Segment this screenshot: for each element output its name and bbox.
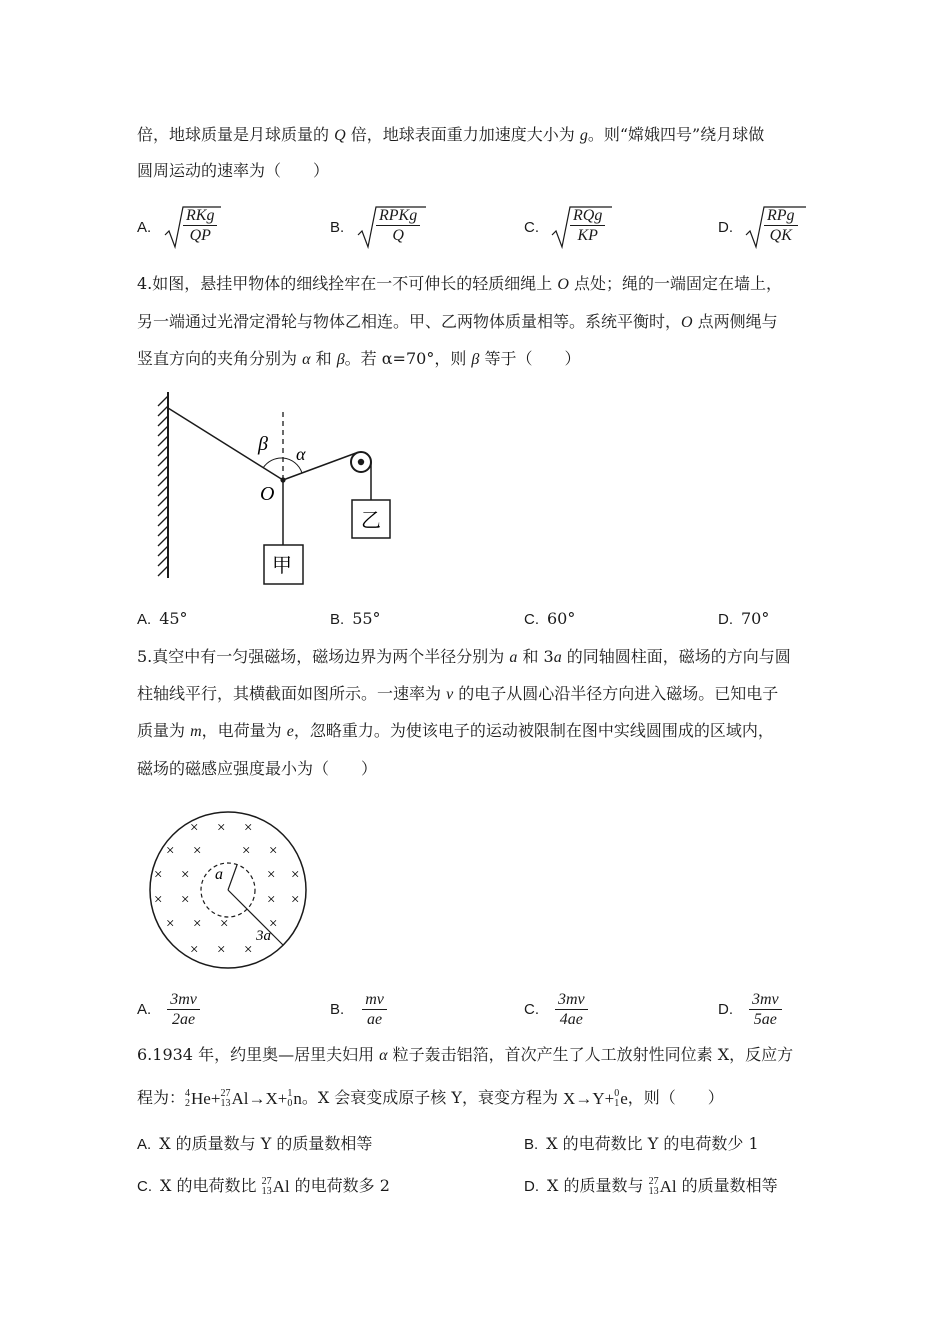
- q6-option-d[interactable]: [524, 1176, 778, 1197]
- frac-numerator: 3mv: [167, 990, 200, 1010]
- frac-denominator: ae: [366, 1011, 383, 1028]
- q6-var-alpha: α: [379, 1047, 388, 1064]
- field-mark: ×: [217, 942, 226, 958]
- field-mark: ×: [244, 820, 253, 836]
- frac-numerator: 3mv: [555, 990, 588, 1010]
- option-text: 45°: [159, 609, 188, 628]
- q5-var-a: a: [509, 649, 518, 666]
- inner-radius-line: [228, 865, 237, 890]
- fraction: [749, 990, 782, 1029]
- fraction: [362, 990, 387, 1029]
- q6-stem-line-2: [137, 1088, 724, 1109]
- q4-var-beta: β: [336, 351, 345, 368]
- option-text: X 的质量数与: [547, 1176, 649, 1195]
- field-mark: ×: [220, 916, 229, 932]
- option-label: C.: [137, 1178, 152, 1195]
- q5-var-a: a: [553, 649, 562, 666]
- q6-text: 6.1934 年，约里奥—居里夫妇用: [137, 1045, 380, 1064]
- option-text: 60°: [547, 609, 576, 628]
- q3-text: 倍，地球表面重力加速度大小为: [345, 125, 580, 144]
- plus: +: [277, 1088, 288, 1108]
- q5-text: 质量为: [137, 721, 191, 740]
- q5-stem-line-2: [137, 684, 778, 705]
- q5-text: 和 3: [517, 647, 554, 666]
- decay-x: [563, 1089, 575, 1109]
- q4-text: 点处；绳的一端固定在墙上，: [568, 274, 783, 293]
- mass-number: 0: [614, 1087, 620, 1099]
- frac-denominator: 4ae: [559, 1011, 583, 1028]
- field-mark: ×: [267, 867, 276, 883]
- q5-var-v: v: [446, 686, 454, 703]
- q4-var-O: O: [557, 276, 569, 293]
- field-mark: ×: [193, 843, 202, 859]
- option-label: A.: [137, 611, 152, 628]
- q4-stem-line-2: [137, 312, 778, 333]
- field-mark: ×: [217, 820, 226, 836]
- option-label: D.: [524, 1178, 539, 1195]
- field-mark: ×: [181, 867, 190, 883]
- option-text: X 的电荷数比: [160, 1176, 262, 1195]
- q4-rope-pulley-figure: [150, 388, 410, 588]
- mass-number: 27: [261, 1175, 272, 1187]
- q4-var-O: O: [681, 314, 693, 331]
- frac-denominator: QP: [189, 227, 211, 244]
- option-label: D.: [718, 611, 733, 628]
- field-mark: ×: [269, 916, 278, 932]
- field-mark: ×: [242, 843, 251, 859]
- q5-text: 柱轴线平行，其横截面如图所示。一速率为: [137, 684, 447, 703]
- q5-stem-line-1: [137, 647, 791, 668]
- q5-option-c[interactable]: [524, 990, 588, 1029]
- option-label: B.: [330, 1001, 345, 1018]
- option-text: X 的电荷数比 Y 的电荷数少 1: [546, 1134, 759, 1153]
- plus: +: [210, 1088, 221, 1108]
- nuclide-neutron: [287, 1089, 302, 1109]
- field-mark: ×: [193, 916, 202, 932]
- option-label: D.: [718, 219, 733, 236]
- mass-number: 4: [185, 1087, 191, 1099]
- q6-option-a[interactable]: [137, 1134, 372, 1155]
- field-mark: ×: [166, 916, 175, 932]
- option-text: 的电荷数多 2: [289, 1176, 390, 1195]
- wall-hatching: [158, 396, 168, 576]
- q3-option-c[interactable]: [524, 205, 684, 253]
- beta-arc: [263, 458, 283, 468]
- frac-denominator: 5ae: [753, 1011, 777, 1028]
- mass-number: 27: [648, 1175, 659, 1187]
- plus-sign: [605, 1089, 615, 1109]
- q4-option-d[interactable]: [718, 609, 769, 630]
- plus: +: [604, 1088, 615, 1108]
- q5-stem-line-4: 磁场的磁感应强度最小为（ ）: [137, 759, 378, 778]
- q4-option-c[interactable]: [524, 609, 575, 630]
- element-symbol: e: [620, 1088, 628, 1108]
- field-mark: ×: [190, 820, 199, 836]
- q6-text: ，则（ ）: [627, 1088, 724, 1107]
- q5-text: ，忽略重力。为使该电子的运动被限制在图中实线圆围成的区域内，: [293, 721, 774, 740]
- q5-option-b[interactable]: [330, 990, 387, 1029]
- frac-numerator: mv: [362, 990, 387, 1010]
- option-text: X 的质量数与 Y 的质量数相等: [159, 1134, 373, 1153]
- q6-option-b[interactable]: [524, 1134, 759, 1155]
- option-label: A.: [137, 219, 152, 236]
- q4-text: 点两侧绳与: [692, 312, 778, 331]
- plus-sign: [278, 1089, 288, 1109]
- q6-stem-line-1: [137, 1045, 793, 1066]
- jia-label: 甲: [272, 555, 292, 577]
- pulley-axle: [358, 459, 364, 465]
- q5-text: 的同轴圆柱面，磁场的方向与圆: [561, 647, 791, 666]
- q4-text: 4.如图，悬挂甲物体的细线拴牢在一不可伸长的轻质细绳上: [137, 274, 558, 293]
- frac-numerator: RPKg: [376, 206, 420, 226]
- option-text: 55°: [352, 609, 381, 628]
- q3-option-b[interactable]: [330, 205, 490, 253]
- option-label: A.: [137, 1001, 152, 1018]
- q4-text: 等于（ ）: [479, 349, 581, 368]
- option-label: B.: [330, 219, 345, 236]
- field-mark: ×: [267, 892, 276, 908]
- reaction-arrow: [248, 1089, 265, 1109]
- yi-label: 乙: [361, 510, 381, 532]
- q5-var-e: e: [286, 723, 294, 740]
- nuclide-aluminium: [649, 1177, 677, 1197]
- field-mark: ×: [269, 843, 278, 859]
- q3-option-d[interactable]: [718, 205, 878, 253]
- option-text: 的质量数相等: [676, 1176, 778, 1195]
- q6-text: 程为：: [137, 1088, 186, 1107]
- q3-var-Q: Q: [334, 127, 346, 144]
- q6-text: 。X 会衰变成原子核 Y，衰变方程为: [301, 1088, 564, 1107]
- rope-to-pulley: [283, 453, 356, 480]
- option-label: B.: [524, 1136, 539, 1153]
- q4-text: 另一端通过光滑定滑轮与物体乙相连。甲、乙两物体质量相等。系统平衡时，: [137, 312, 682, 331]
- option-label: B.: [330, 611, 345, 628]
- q4-var-beta: β: [471, 351, 480, 368]
- product-x: [265, 1089, 277, 1109]
- positron: [614, 1089, 628, 1109]
- atomic-number: 0: [287, 1097, 293, 1109]
- frac-denominator: 2ae: [171, 1011, 196, 1028]
- q4-text: 竖直方向的夹角分别为: [137, 349, 303, 368]
- field-mark: ×: [291, 867, 300, 883]
- q4-var-alpha: α: [302, 351, 311, 368]
- q3-stem-line-1: [137, 125, 764, 146]
- option-text: 70°: [741, 609, 770, 628]
- q6-option-c[interactable]: [137, 1176, 390, 1197]
- mass-number: 27: [220, 1087, 231, 1099]
- q3-stem-line-2: 圆周运动的速率为（ ）: [137, 161, 330, 180]
- q6-text: 粒子轰击铝箔，首次产生了人工放射性同位素 X，反应方: [387, 1045, 794, 1064]
- frac-denominator: KP: [577, 227, 598, 244]
- atomic-number: 2: [185, 1097, 191, 1109]
- nuclide-aluminium: [262, 1177, 290, 1197]
- atomic-number: 13: [648, 1185, 659, 1197]
- element-symbol: Al: [231, 1088, 249, 1108]
- inner-radius-label: a: [215, 866, 223, 883]
- o-label: O: [260, 483, 275, 505]
- frac-numerator: 3mv: [749, 990, 782, 1010]
- q5-option-d[interactable]: [718, 990, 782, 1029]
- element-symbol: Y: [592, 1088, 605, 1108]
- option-label: C.: [524, 219, 539, 236]
- element-symbol: Al: [272, 1176, 290, 1196]
- fraction: [555, 990, 588, 1029]
- nuclide-helium: [185, 1089, 211, 1109]
- option-label: D.: [718, 1001, 733, 1018]
- q3-option-a[interactable]: [137, 205, 297, 253]
- q5-option-a[interactable]: [137, 990, 200, 1029]
- q4-option-b[interactable]: [330, 609, 381, 630]
- q5-text: 的电子从圆心沿半径方向进入磁场。已知电子: [453, 684, 779, 703]
- plus-sign: [211, 1089, 221, 1109]
- element-symbol: Al: [659, 1176, 677, 1196]
- frac-numerator: RPg: [764, 206, 798, 226]
- field-mark: ×: [154, 867, 163, 883]
- frac-denominator: QK: [769, 227, 792, 244]
- q4-stem-line-3: [137, 349, 580, 370]
- q5-stem-line-3: [137, 721, 774, 742]
- knot-point-o: [280, 477, 285, 482]
- q3-text: 倍，地球质量是月球质量的: [137, 125, 335, 144]
- outer-radius-label: 3a: [256, 928, 271, 944]
- q5-magnetic-field-figure: [146, 808, 310, 972]
- field-mark: ×: [154, 892, 163, 908]
- option-label: A.: [137, 1136, 152, 1153]
- field-mark: ×: [291, 892, 300, 908]
- reaction-arrow: [575, 1089, 592, 1109]
- field-mark: ×: [166, 843, 175, 859]
- field-mark: ×: [244, 942, 253, 958]
- element-symbol: n: [293, 1088, 302, 1108]
- atomic-number: 13: [220, 1097, 231, 1109]
- atomic-number: 1: [614, 1097, 620, 1109]
- element-symbol: X: [265, 1088, 278, 1108]
- field-mark: ×: [190, 942, 199, 958]
- q3-text: 。则“嫦娥四号”绕月球做: [587, 125, 765, 144]
- fraction: [167, 990, 200, 1029]
- beta-label: β: [258, 433, 268, 455]
- element-symbol: X: [563, 1088, 576, 1108]
- arrow: →: [248, 1088, 266, 1108]
- option-label: C.: [524, 1001, 539, 1018]
- frac-numerator: RKg: [183, 206, 217, 226]
- q5-text: 5.真空中有一匀强磁场，磁场边界为两个半径分别为: [137, 647, 510, 666]
- q5-var-m: m: [190, 723, 202, 740]
- arrow: →: [575, 1088, 593, 1108]
- frac-denominator: Q: [392, 227, 404, 244]
- alpha-label: α: [296, 444, 306, 464]
- field-mark: ×: [181, 892, 190, 908]
- element-symbol: He: [191, 1088, 211, 1108]
- field-into-page-marks: [154, 820, 299, 958]
- q4-option-a[interactable]: [137, 609, 188, 630]
- option-label: C.: [524, 611, 539, 628]
- q3-var-g: g: [579, 127, 588, 144]
- decay-y: [592, 1089, 604, 1109]
- q4-text: 。若 α=70°，则: [344, 349, 472, 368]
- nuclide-aluminium: [220, 1089, 248, 1109]
- q4-stem-line-1: [137, 274, 782, 295]
- q5-text: ，电荷量为: [201, 721, 287, 740]
- frac-numerator: RQg: [570, 206, 605, 226]
- atomic-number: 13: [261, 1185, 272, 1197]
- mass-number: 1: [287, 1087, 293, 1099]
- q4-text: 和: [310, 349, 337, 368]
